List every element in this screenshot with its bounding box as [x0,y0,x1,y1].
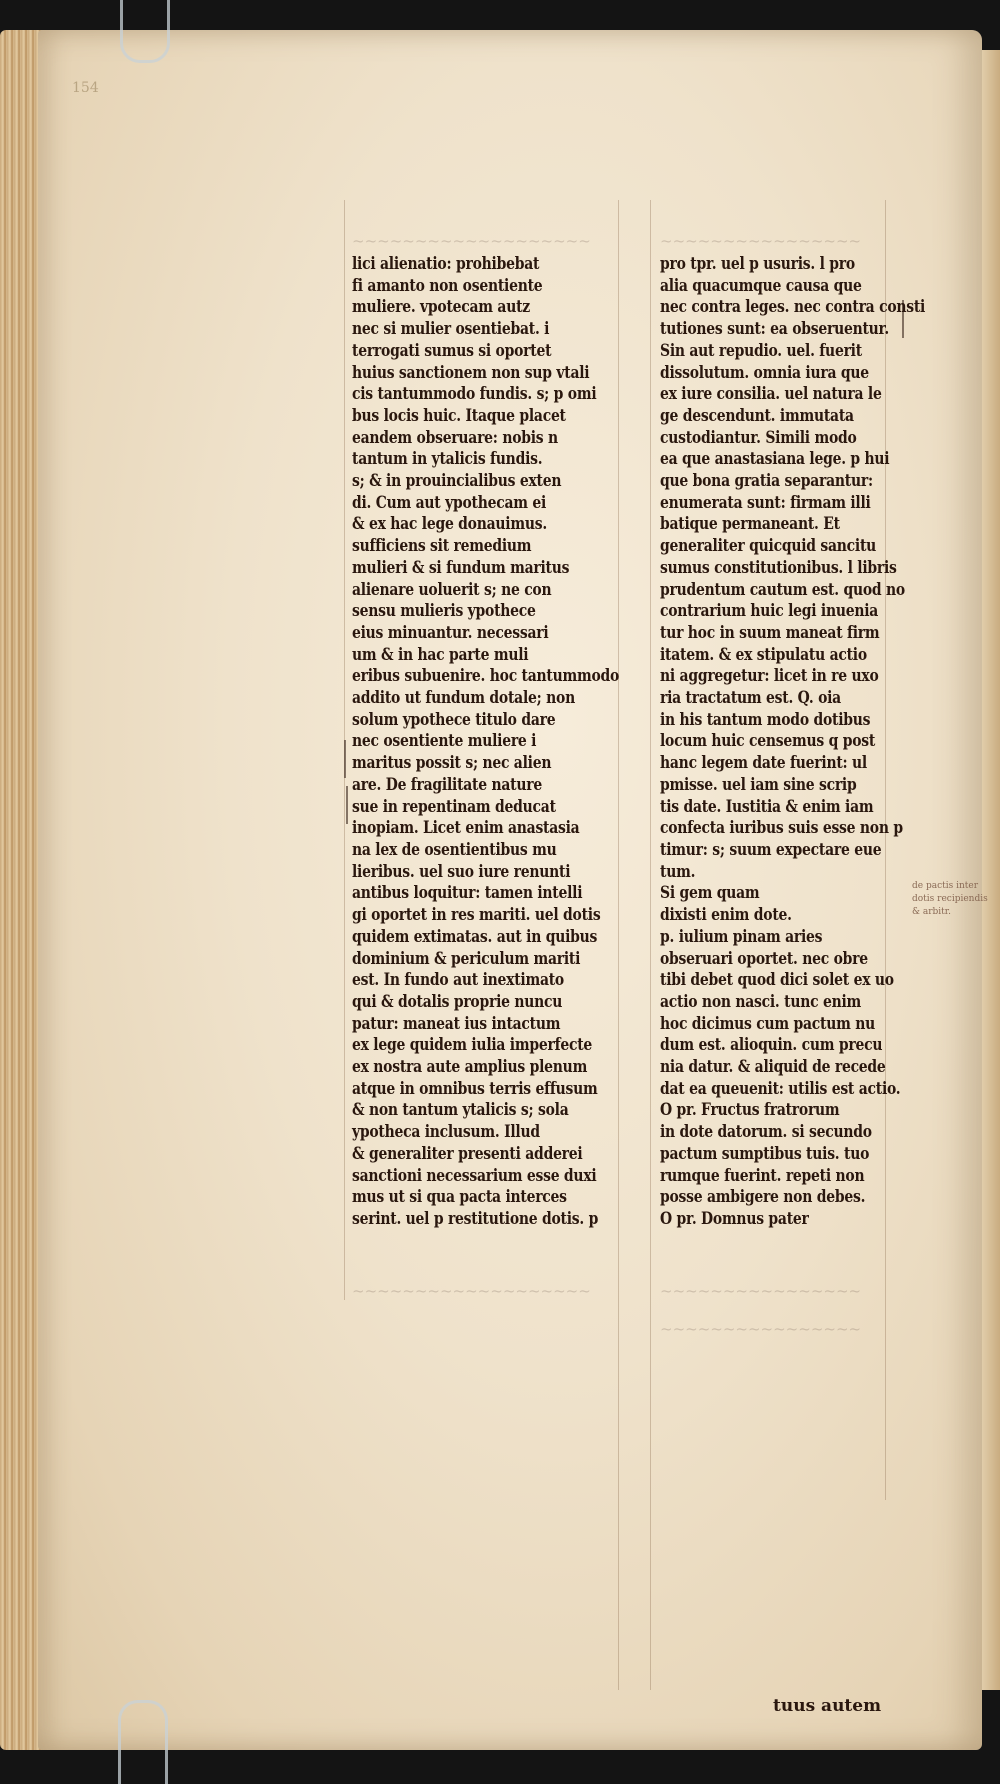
manuscript-line: sue in repentinam deducat [352,796,556,817]
manuscript-line: in dote datorum. si secundo [660,1122,872,1143]
folio-number: 154 [72,80,99,96]
manuscript-line: lici alienatio: prohibebat [352,254,540,274]
manuscript-line: alienare uoluerit s; ne con [352,579,552,600]
manuscript-line: eius minuantur. necessari [352,622,549,643]
manuscript-line: muliere. vpotecam autz [352,297,530,318]
manuscript-line: & arbitr. [912,907,951,917]
manuscript-line: dum est. alioquin. cum precu [660,1035,883,1056]
manuscript-line: mus ut si qua pacta interces [352,1187,567,1208]
manuscript-line: prudentum cautum est. quod no [660,579,905,600]
manuscript-line: tutiones sunt: ea obseruentur. [660,319,889,340]
manuscript-line: alia quacumque causa que [660,275,862,296]
manuscript-line: est. In fundo aut inextimato [352,970,564,991]
manuscript-line: qui & dotalis proprie nuncu [352,991,563,1012]
manuscript-line: enumerata sunt: firmam illi [660,492,871,513]
manuscript-line: O pr. Domnus pater [660,1208,809,1229]
manuscript-line: de pactis inter [912,881,979,891]
manuscript-line: & non tantum ytalicis s; sola [352,1100,569,1121]
manuscript-line: hanc legem date fuerint: ul [660,753,867,774]
manuscript-line: terrogati sumus si oportet [352,340,552,361]
bleed-through: ~~~~~~~~~~~~~~~~~~~ [352,232,591,250]
manuscript-line: s; & in prouincialibus exten [352,471,562,492]
manuscript-line: & ex hac lege donauimus. [352,514,547,535]
manuscript-line: custodiantur. Simili modo [660,427,857,448]
manuscript-line: & generaliter presenti adderei [352,1143,583,1164]
book-clip-bottom [118,1700,168,1784]
manuscript-line: posse ambigere non debes. [660,1187,866,1208]
manuscript-line: confecta iuribus suis esse non p [660,818,903,839]
manuscript-line: pactum sumptibus tuis. tuo [660,1143,870,1164]
margin-bracket-mark [344,740,352,778]
manuscript-line: quidem extimatas. aut in quibus [352,926,598,947]
manuscript-line: di. Cum aut ypothecam ei [352,492,547,513]
catchword: tuus autem [773,1696,882,1716]
manuscript-line: tur hoc in suum maneat firm [660,622,880,643]
manuscript-line: hoc dicimus cum pactum nu [660,1013,875,1034]
manuscript-line: nec osentiente muliere i [352,731,537,752]
manuscript-line: Sin aut repudio. uel. fuerit [660,340,862,361]
manuscript-line: lieribus. uel suo iure renunti [352,861,571,882]
manuscript-line: solum ypothece titulo dare [352,709,556,730]
manuscript-line: sanctioni necessarium esse duxi [352,1165,597,1186]
manuscript-line: O pr. Fructus fratrorum [660,1100,840,1121]
manuscript-line: gi oportet in res mariti. uel dotis [352,905,601,926]
manuscript-line: cis tantummodo fundis. s; p omi [352,384,597,405]
manuscript-line: ria tractatum est. Q. oia [660,688,841,709]
manuscript-line: pro tpr. uel p usuris. l pro [660,254,855,274]
manuscript-line: are. De fragilitate nature [352,774,542,795]
manuscript-line: antibus loquitur: tamen intelli [352,883,583,904]
manuscript-line: tibi debet quod dici solet ex uo [660,970,894,991]
manuscript-line: dominium & periculum mariti [352,948,581,969]
manuscript-line: dissolutum. omnia iura que [660,362,869,383]
manuscript-line: um & in hac parte muli [352,644,529,665]
manuscript-line: inopiam. Licet enim anastasia [352,818,580,839]
manuscript-line: Si gem quam [660,883,760,904]
manuscript-line: nec si mulier osentiebat. i [352,319,550,340]
manuscript-line: actio non nasci. tunc enim [660,991,862,1012]
manuscript-line: addito ut fundum dotale; non [352,688,575,709]
manuscript-line: timur: s; suum expectare eue [660,839,882,860]
manuscript-line: pmisse. uel iam sine scrip [660,774,857,795]
manuscript-line: sumus constitutionibus. l libris [660,557,897,578]
manuscript-line: locum huic censemus q post [660,731,876,752]
manuscript-line: serint. uel p restitutione dotis. p [352,1208,599,1229]
manuscript-line: dixisti enim dote. [660,905,792,926]
bleed-through: ~~~~~~~~~~~~~~~~ [660,1320,862,1338]
manuscript-line: ea que anastasiana lege. p hui [660,449,890,470]
manuscript-line: patur: maneat ius intactum [352,1013,561,1034]
manuscript-line: generaliter quicquid sancitu [660,536,877,557]
manuscript-line: atque in omnibus terris effusum [352,1078,598,1099]
ruling-line [650,200,651,1690]
manuscript-line: tis date. Iustitia & enim iam [660,796,874,817]
manuscript-line: obseruari oportet. nec obre [660,948,868,969]
manuscript-line: in his tantum modo dotibus [660,709,871,730]
bleed-through: ~~~~~~~~~~~~~~~~ [660,1282,862,1300]
manuscript-line: mulieri & si fundum maritus [352,557,570,578]
manuscript-line: tantum in ytalicis fundis. [352,449,543,470]
manuscript-line: ex nostra aute amplius plenum [352,1057,588,1078]
manuscript-line: eribus subuenire. hoc tantummodo [352,666,620,687]
manuscript-line: maritus possit s; nec alien [352,753,552,774]
manuscript-line: tum. [660,861,696,882]
manuscript-line: bus locis huic. Itaque placet [352,405,566,426]
manuscript-line: p. iulium pinam aries [660,926,823,947]
manuscript-line: fi amanto non osentiente [352,275,543,296]
manuscript-line: que bona gratia separantur: [660,471,873,492]
marginal-gloss [912,880,988,919]
manuscript-line: dat ea queuenit: utilis est actio. [660,1078,901,1099]
manuscript-line: eandem obseruare: nobis n [352,427,558,448]
manuscript-line: contrarium huic legi inuenia [660,601,879,622]
manuscript-line: batique permaneant. Et [660,514,840,535]
manuscript-line: rumque fuerint. repeti non [660,1165,865,1186]
manuscript-line: ex iure consilia. uel natura le [660,384,882,405]
manuscript-line: nia datur. & aliquid de recede [660,1057,886,1078]
text-column-left [352,254,642,1231]
manuscript-line: nec contra leges. nec contra consti [660,297,926,318]
manuscript-line: ge descendunt. immutata [660,405,854,426]
manuscript-line: ypotheca inclusum. Illud [352,1122,540,1143]
book-clip-top [120,0,170,63]
manuscript-line: itatem. & ex stipulatu actio [660,644,867,665]
bleed-through: ~~~~~~~~~~~~~~~~~~~ [352,1282,591,1300]
manuscript-line: dotis recipiendis [912,894,988,904]
text-column-right [660,254,926,1231]
manuscript-line: sufficiens sit remedium [352,536,532,557]
bleed-through: ~~~~~~~~~~~~~~~~ [660,232,862,250]
manuscript-line: ex lege quidem iulia imperfecte [352,1035,593,1056]
manuscript-line: ni aggregetur: licet in re uxo [660,666,879,687]
manuscript-line: na lex de osentientibus mu [352,839,557,860]
manuscript-line: huius sanctionem non sup vtali [352,362,590,383]
manuscript-line: sensu mulieris ypothece [352,601,536,622]
